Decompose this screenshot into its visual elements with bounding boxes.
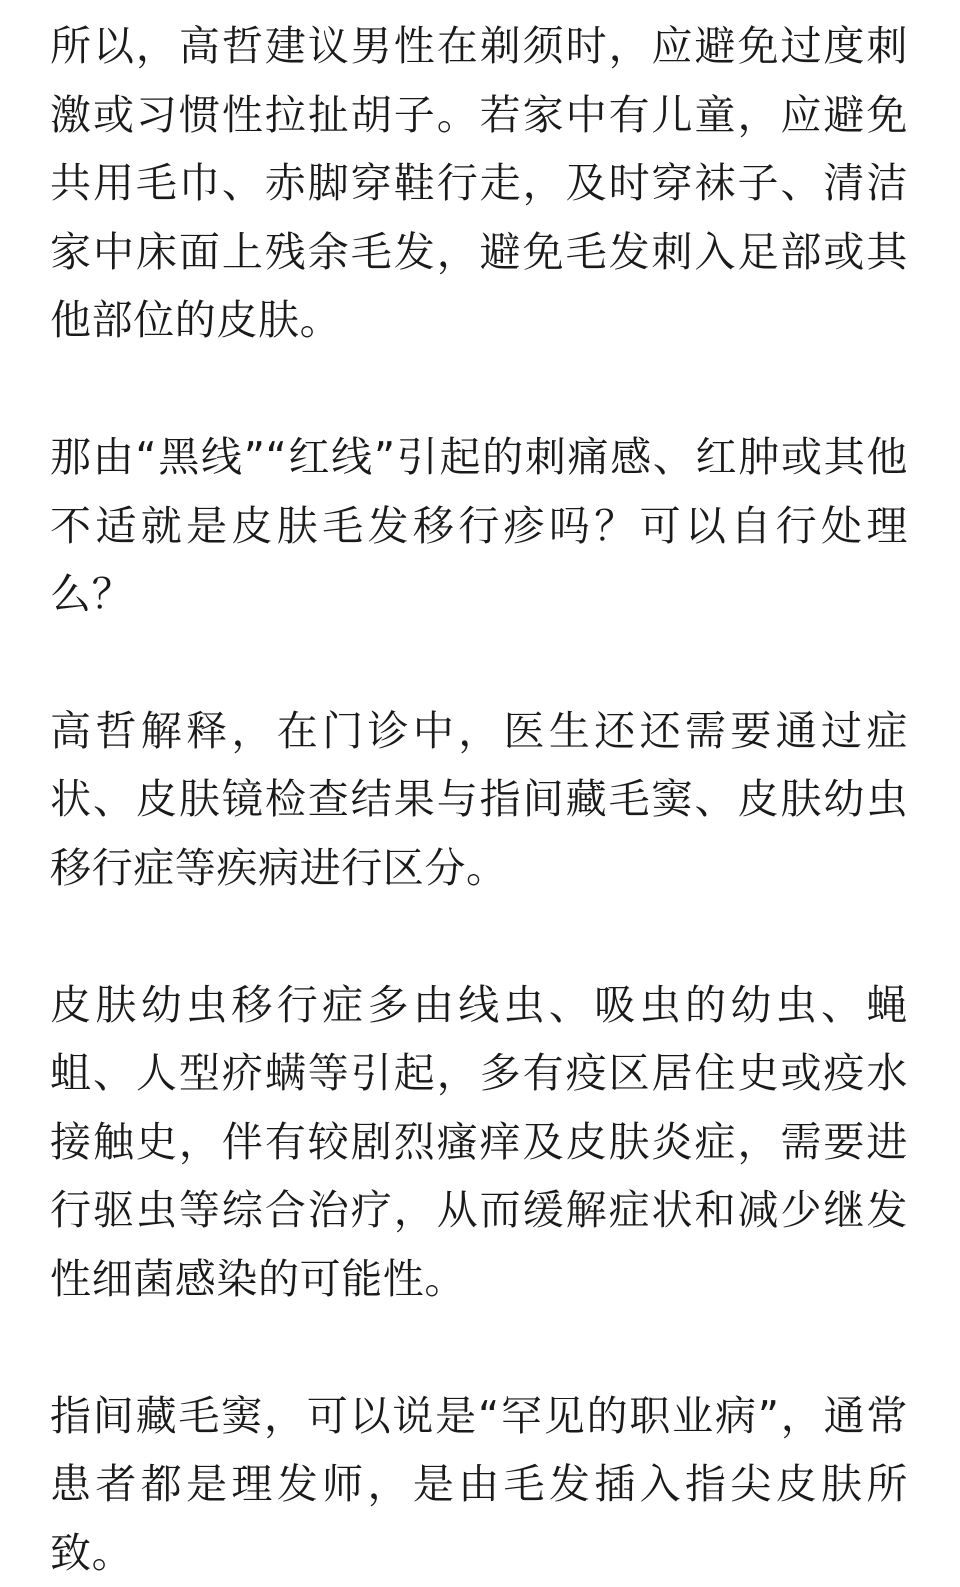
paragraph-doctor-explanation: 高哲解释，在门诊中，医生还还需要通过症状、皮肤镜检查结果与指间藏毛窦、皮肤幼虫移行症等疾病进行区分。: [50, 697, 908, 903]
paragraph-shaving-advice: 所以，高哲建议男性在剃须时，应避免过度刺激或习惯性拉扯胡子。若家中有儿童，应避免共用毛巾、赤脚穿鞋行走，及时穿袜子、清洁家中床面上残余毛发，避免毛发刺入足部或其他部位的皮肤。: [50, 12, 908, 355]
paragraph-pilonidal-sinus: 指间藏毛窦，可以说是“罕见的职业病”，通常患者都是理发师，是由毛发插入指尖皮肤所致。: [50, 1382, 908, 1587]
paragraph-question: 那由“黑线”“红线”引起的刺痛感、红肿或其他不适就是皮肤毛发移行疹吗？可以自行处理么？: [50, 423, 908, 629]
article-body: [50, 12, 908, 1587]
paragraph-larva-migrans: 皮肤幼虫移行症多由线虫、吸虫的幼虫、蝇蛆、人型疥螨等引起，多有疫区居住史或疫水接触史，伴有较剧烈瘙痒及皮肤炎症，需要进行驱虫等综合治疗，从而缓解症状和减少继发性细菌感染的可能性。: [50, 971, 908, 1314]
